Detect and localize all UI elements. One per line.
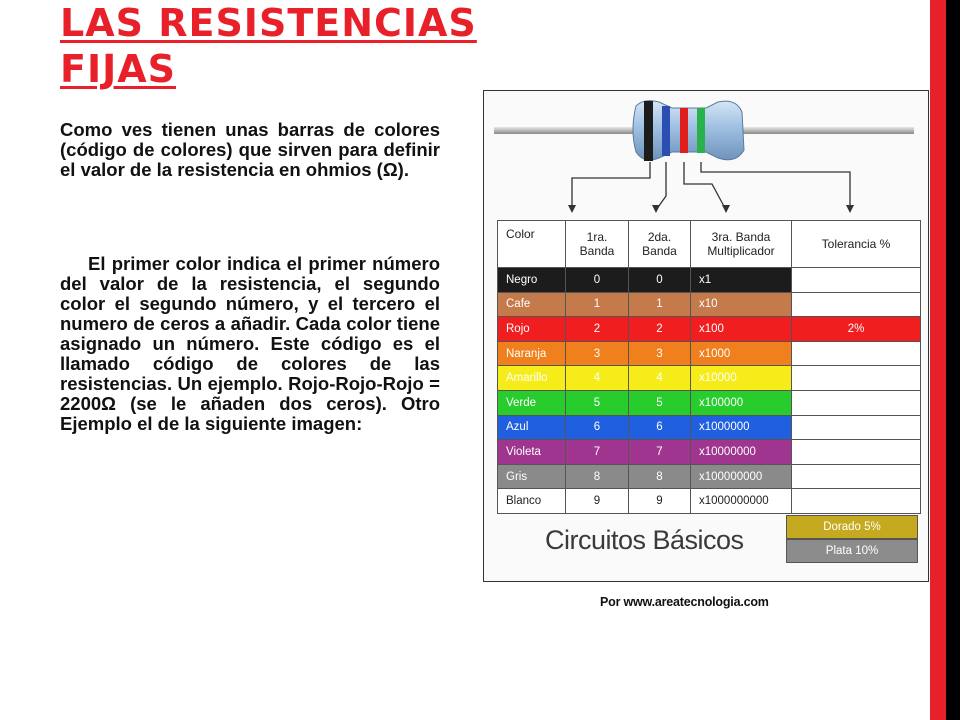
pointer-arrow	[722, 205, 730, 213]
table-cell: 3	[629, 341, 691, 366]
pointer-line	[656, 162, 666, 210]
table-header-cell: 2da. Banda	[629, 221, 691, 268]
table-cell	[792, 268, 921, 293]
table-cell: 5	[566, 390, 629, 415]
table-cell	[792, 366, 921, 391]
table-row	[498, 489, 921, 514]
pointer-line	[684, 162, 726, 210]
table-cell: x100000000	[691, 464, 792, 489]
paragraph-intro: Como ves tienen unas barras de colores (código de colores) que sirven para definir el valor de la resistencia en ohmios (Ω).	[60, 119, 440, 180]
table-row	[498, 341, 921, 366]
resistor-band	[680, 108, 688, 153]
accent-bar-black	[946, 0, 960, 720]
pointer-arrow	[568, 205, 576, 213]
table-row	[498, 415, 921, 440]
table-cell: 3	[566, 341, 629, 366]
table-cell: x10000000	[691, 440, 792, 465]
pointer-arrow	[652, 205, 660, 213]
table-cell: Amarillo	[498, 366, 566, 391]
table-cell: x1000000000	[691, 489, 792, 514]
table-cell: Naranja	[498, 341, 566, 366]
table-cell: Blanco	[498, 489, 566, 514]
table-cell: 6	[566, 415, 629, 440]
table-cell: 0	[629, 268, 691, 293]
table-row	[498, 464, 921, 489]
table-cell: x100000	[691, 390, 792, 415]
paragraph-explanation: El primer color indica el primer número del valor de la resistencia, el segundo color el segundo número, y el tercero el numero de ceros a añadir. Cada color tiene asignado un número. Este código es el llamado código de colores de las resistencias. Un ejemplo. Rojo-Rojo-Rojo = 2200Ω (se le añaden dos ceros). Otro Ejemplo el de la siguiente imagen:	[60, 253, 440, 434]
table-cell: 1	[629, 292, 691, 317]
table-cell	[792, 292, 921, 317]
table-cell: 4	[629, 366, 691, 391]
table-cell: Violeta	[498, 440, 566, 465]
table-cell: 9	[566, 489, 629, 514]
resistor-band	[662, 106, 670, 156]
table-header-row	[498, 221, 921, 268]
table-row	[498, 366, 921, 391]
table-cell: Rojo	[498, 317, 566, 342]
pointer-line	[701, 162, 850, 210]
table-cell	[792, 464, 921, 489]
table-cell: x1000000	[691, 415, 792, 440]
accent-bar-red	[930, 0, 946, 720]
table-cell: 2	[629, 317, 691, 342]
resistor-band	[697, 108, 705, 153]
slide-title: LAS RESISTENCIAS FIJAS	[60, 1, 477, 91]
table-cell	[792, 390, 921, 415]
table-cell: 0	[566, 268, 629, 293]
table-cell: 8	[566, 464, 629, 489]
pointer-arrow	[846, 205, 854, 213]
table-cell: Gris	[498, 464, 566, 489]
table-cell: x1000	[691, 341, 792, 366]
table-header-cell: 1ra. Banda	[566, 221, 629, 268]
table-cell: Negro	[498, 268, 566, 293]
table-cell	[792, 415, 921, 440]
table-cell	[792, 489, 921, 514]
table-cell: 6	[629, 415, 691, 440]
table-header-cell: 3ra. Banda Multiplicador	[691, 221, 792, 268]
table-cell: x10000	[691, 366, 792, 391]
table-cell: x100	[691, 317, 792, 342]
table-cell: x10	[691, 292, 792, 317]
brand-text: Circuitos Básicos	[545, 525, 744, 555]
table-row	[498, 440, 921, 465]
table-cell: 2%	[792, 317, 921, 342]
table-cell: 9	[629, 489, 691, 514]
table-cell: Azul	[498, 415, 566, 440]
table-row	[498, 292, 921, 317]
table-row	[498, 390, 921, 415]
table-header-cell: Tolerancia %	[792, 221, 921, 268]
table-cell: 7	[566, 440, 629, 465]
color-code-table	[497, 220, 921, 514]
table-cell: 7	[629, 440, 691, 465]
table-cell: x1	[691, 268, 792, 293]
table-cell: 8	[629, 464, 691, 489]
figure-credit: Por www.areatecnologia.com	[600, 595, 769, 609]
tolerance-gold: Dorado 5%	[786, 515, 918, 539]
table-cell: 1	[566, 292, 629, 317]
table-cell: 4	[566, 366, 629, 391]
table-header-cell: Color	[498, 221, 566, 268]
tolerance-silver: Plata 10%	[786, 539, 918, 563]
table-cell: 5	[629, 390, 691, 415]
table-cell: Verde	[498, 390, 566, 415]
pointer-line	[572, 162, 650, 210]
table-cell: 2	[566, 317, 629, 342]
table-cell	[792, 341, 921, 366]
resistor-band	[644, 101, 653, 161]
table-cell	[792, 440, 921, 465]
resistor-illustration	[484, 92, 924, 217]
table-row	[498, 317, 921, 342]
table-row	[498, 268, 921, 293]
table-cell: Cafe	[498, 292, 566, 317]
